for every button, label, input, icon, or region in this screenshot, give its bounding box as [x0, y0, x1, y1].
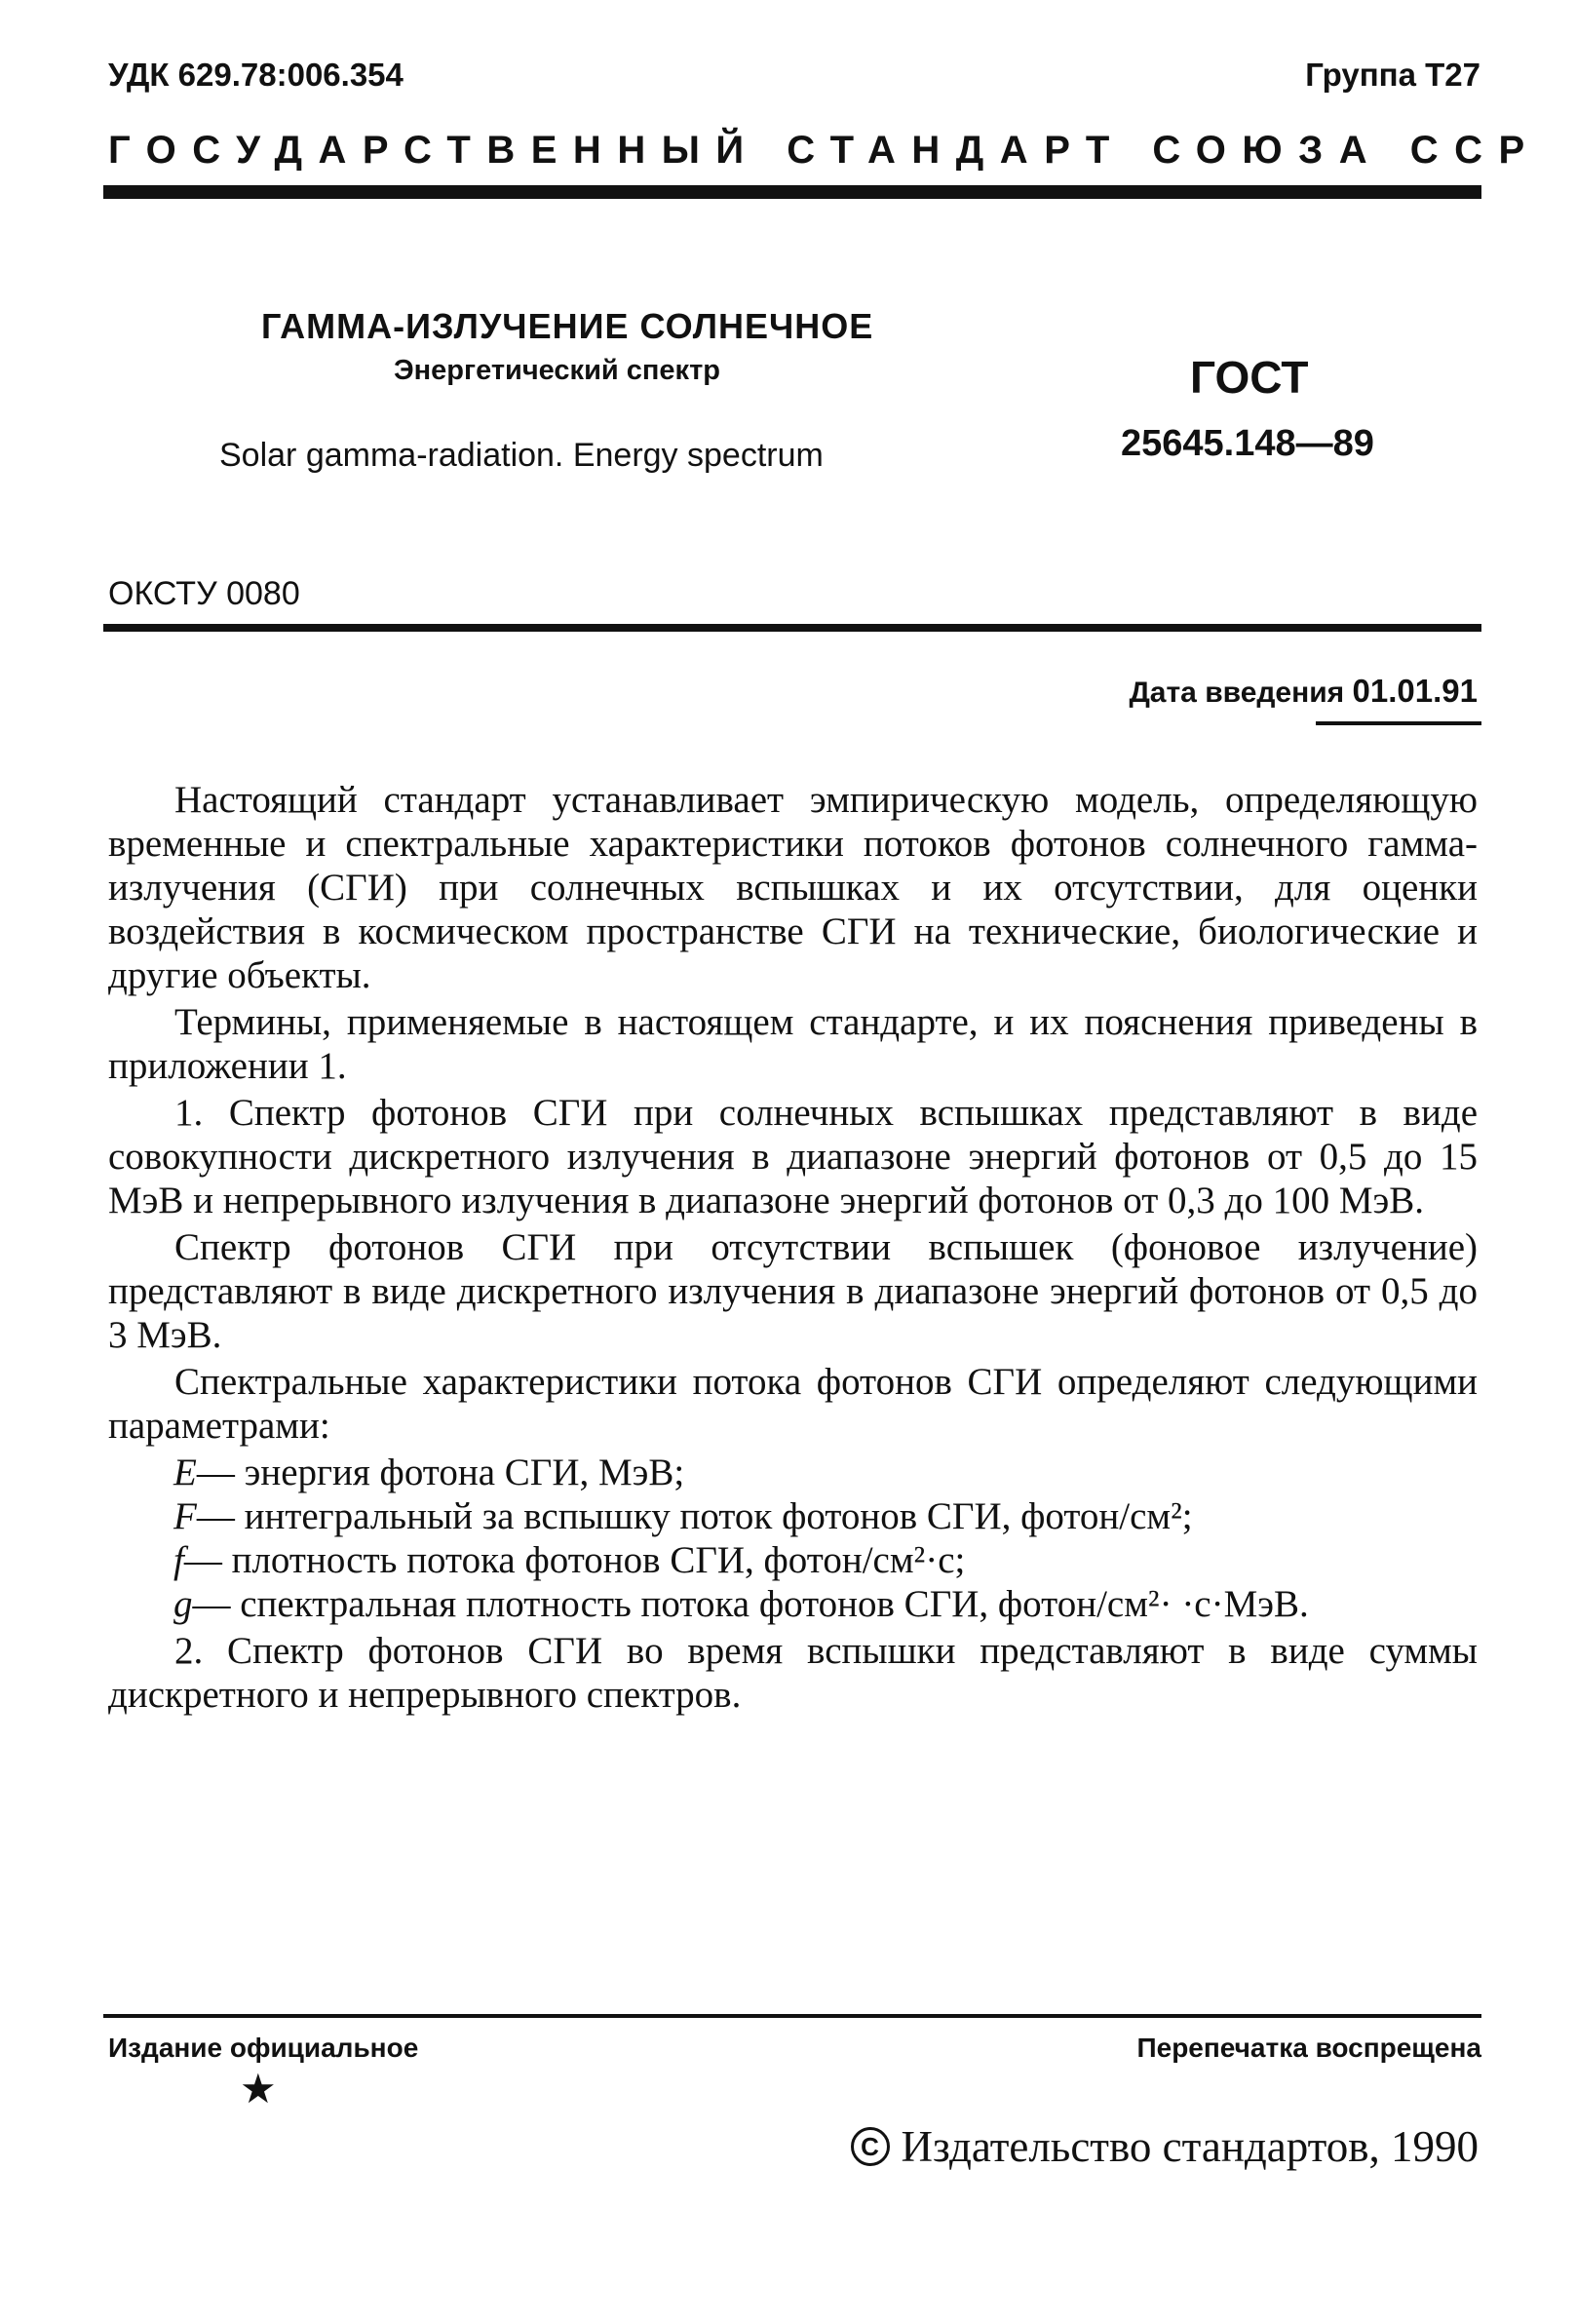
paragraph-scope: Настоящий стандарт устанавливает эмпирическую модель, определяющую временные и спектральные характеристики потоков фотонов солнечного гамма-излучения (СГИ) при солнечных вспышках и их отсутствии, для оценки воздействия в космическом пространстве СГИ на технические, биологические и другие объекты. [108, 779, 1478, 996]
definition-symbol: F [173, 1495, 197, 1537]
definition-symbol: E [173, 1452, 197, 1493]
date-underline [1316, 721, 1481, 725]
definition-item [108, 1538, 1478, 1582]
publisher-text: Издательство стандартов, 1990 [901, 2122, 1479, 2171]
star-icon: ★ [240, 2065, 277, 2112]
definition-item [108, 1582, 1478, 1626]
definition-symbol: g [173, 1583, 193, 1625]
udk-code: УДК 629.78:006.354 [108, 57, 404, 93]
oksty-code: ОКСТУ 0080 [108, 575, 300, 612]
definition-text: — плотность потока фотонов СГИ, фотон/см²·с; [183, 1539, 966, 1581]
header-rule [103, 185, 1481, 199]
reprint-prohibited-label: Перепечатка воспрещена [1136, 2033, 1481, 2063]
copyright-line [851, 2121, 1479, 2172]
effective-date-value: 01.01.91 [1352, 673, 1478, 709]
copyright-icon: C [851, 2127, 890, 2166]
definition-text: — интегральный за вспышку поток фотонов СГИ, фотон/см²; [196, 1495, 1193, 1537]
paragraph-flare-spectrum: 1. Спектр фотонов СГИ при солнечных вспышках представляют в виде совокупности дискретного излучения в диапазоне энергий фотонов от 0,5 до 15 МэВ и непрерывного излучения в диапазоне энергий фотонов от 0,3 до 100 МэВ. [108, 1092, 1478, 1221]
definition-item [108, 1451, 1478, 1494]
footer-rule [103, 2014, 1481, 2018]
gost-label: ГОСТ [1190, 352, 1309, 403]
paragraph-parameters: Спектральные характеристики потока фотонов СГИ определяют следующими параметрами: [108, 1361, 1478, 1447]
definition-item [108, 1494, 1478, 1538]
state-standard-heading: ГОСУДАРСТВЕННЫЙ СТАНДАРТ СОЮЗА ССР [108, 129, 1541, 172]
effective-date-label: Дата введения [1129, 677, 1345, 709]
paragraph-terms: Термины, применяемые в настоящем стандарте, и их пояснения приведены в приложении 1. [108, 1001, 1478, 1087]
definition-text: — спектральная плотность потока фотонов СГИ, фотон/см²· ·с·МэВ. [192, 1583, 1309, 1625]
gost-number: 25645.148—89 [1121, 423, 1374, 464]
document-body [108, 778, 1478, 1720]
document-title-english: Solar gamma-radiation. Energy spectrum [219, 437, 824, 474]
paragraph-flare-sum: 2. Спектр фотонов СГИ во время вспышки представляют в виде суммы дискретного и непрерывного спектров. [108, 1630, 1478, 1716]
group-code: Группа Т27 [1305, 57, 1480, 93]
document-title: ГАММА-ИЗЛУЧЕНИЕ СОЛНЕЧНОЕ [261, 306, 874, 346]
effective-date [1129, 673, 1478, 710]
document-subtitle: Энергетический спектр [394, 355, 720, 386]
title-rule [103, 624, 1481, 632]
official-edition-label: Издание официальное [108, 2033, 419, 2063]
definition-text: — энергия фотона СГИ, МэВ; [196, 1452, 685, 1493]
definition-symbol: f [173, 1539, 184, 1581]
paragraph-background-spectrum: Спектр фотонов СГИ при отсутствии вспышек (фоновое излучение) представляют в виде дискретного излучения в диапазоне энергий фотонов от 0,5 до 3 МэВ. [108, 1226, 1478, 1356]
